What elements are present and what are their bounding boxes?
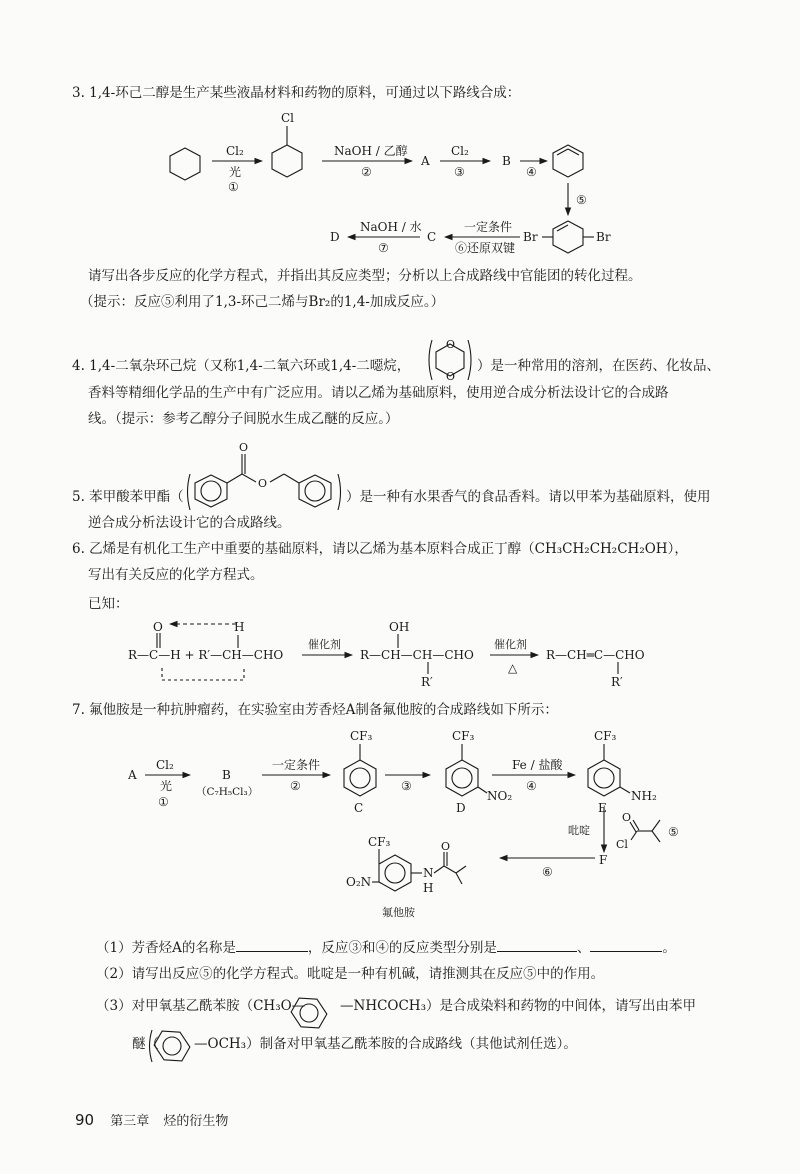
q3-r3-reagent: Cl₂ (451, 144, 469, 158)
ring-carbonyl-bond (227, 474, 242, 483)
flutamide-aromatic (385, 863, 405, 883)
q3-r4-num: ④ (526, 165, 537, 179)
ring-c (344, 760, 376, 796)
o-ch2-bond (270, 474, 284, 482)
q7-r4-reagent: Fe / 盐酸 (512, 758, 563, 772)
page-number: 90 (75, 1111, 95, 1129)
q5-bracket-right (338, 474, 341, 510)
q7-sub2: （2）请写出反应⑤的化学方程式。吡啶是一种有机碱，请推测其在反应⑤中的作用。 (96, 966, 605, 982)
q3-r6-reagent: 一定条件 (464, 220, 513, 234)
q6-line2: 写出有关反应的化学方程式。 (88, 567, 264, 583)
dioxane-o-top: O (446, 338, 456, 351)
acyl-ch-me1 (652, 820, 660, 831)
q7-flut-n: N (423, 866, 434, 880)
ester-c-o-bond (242, 474, 256, 482)
q7-sub1-d: 。 (662, 940, 676, 956)
bracket-right (468, 340, 471, 380)
q7-sub1-b: ，反应③和④的反应类型分别是 (307, 940, 497, 956)
q4-line1-a: 4. 1,4-二氧杂环己烷（又称1,4-二氧六环或1,4-二噁烷， (72, 358, 411, 374)
q7-flut-h: H (423, 881, 434, 895)
ring-e-aromatic (594, 768, 614, 788)
anisole-aromatic (163, 1037, 181, 1055)
q7-r2-reagent: 一定条件 (272, 758, 321, 772)
cyclohexane-ring (170, 148, 200, 180)
q4-line1-b: ）是一种常用的溶剂，在医药、化妆品、 (477, 358, 720, 374)
q7-e-cf3: CF₃ (594, 729, 617, 743)
q3-c: C (427, 230, 437, 244)
q7-d: D (456, 801, 466, 815)
q7-r1-num: ① (158, 795, 169, 809)
eq-mid-rprime: R′ (421, 675, 433, 689)
eq-h-top: H (234, 620, 245, 634)
acyl-c-cl (631, 831, 637, 840)
q3-d: D (330, 230, 340, 244)
q7-flut-cf3: CF₃ (368, 835, 391, 849)
q7-sub1-c: 、 (576, 940, 591, 956)
q7-acyl-o: O (622, 811, 632, 824)
eq-cat1: 催化剂 (308, 638, 341, 651)
q7-d-cf3: CF₃ (452, 729, 475, 743)
q3-hint: （提示：反应⑤利用了1,3-环己二烯与Br₂的1,4-加成反应。） (80, 294, 445, 310)
q5-line1-b: ）是一种有水果香气的食品香料。请以甲苯为基础原料，使用 (346, 489, 711, 505)
q3-stem: 3. 1,4-环己二醇是生产某些液晶材料和药物的原料，可通过以下路线合成： (72, 85, 521, 101)
q3-r5-num: ⑤ (576, 193, 587, 207)
q7-sub3-line1-a: （3）对甲氧基乙酰苯胺（CH₃O— (96, 998, 306, 1014)
q7-stem: 7. 氟他胺是一种抗肿瘤药，在实验室由芳香烃A制备氟他胺的合成路线如下所示： (72, 702, 558, 718)
ring-c-aromatic (350, 768, 370, 788)
dioxane-o-bottom: O (446, 370, 456, 383)
q7-flut-o: O (441, 840, 451, 853)
q5-line1-a: 5. 苯甲酸苯甲酯（ (72, 489, 184, 505)
eq-lhs: R—C—H + R′—CH—CHO (128, 648, 284, 662)
q3-r6-num: ⑥还原双键 (455, 241, 516, 255)
q7-pyridine: 吡啶 (568, 824, 590, 837)
q7-e-nh2: NH₂ (631, 789, 657, 803)
q7-r4-num: ④ (526, 779, 537, 793)
q3-r1-reagent: Cl₂ (226, 144, 244, 158)
q7-c-cf3: CF₃ (350, 729, 373, 743)
q3-r1-cond: 光 (229, 165, 242, 179)
eq-cat2: 催化剂 (494, 638, 527, 651)
bracket-left (429, 340, 432, 380)
q7-sub3-line2-b: —OCH₃）制备对甲氧基乙酰苯胺的合成路线（其他试剂任选）。 (194, 1036, 577, 1052)
q7-b-formula: （C₇H₅Cl₃） (196, 786, 259, 798)
eq-mid: R—CH—CH—CHO (360, 648, 474, 662)
q3-task: 请写出各步反应的化学方程式，并指出其反应类型；分析以上合成路线中官能团的转化过程。 (88, 268, 642, 284)
q7-r5-num: ⑤ (668, 825, 679, 839)
q3-r7-num: ⑦ (378, 241, 389, 255)
ring-d-no2-bond (478, 787, 487, 793)
dibromocyclohexene-ring (553, 221, 583, 253)
ch2-ring-bond (284, 474, 299, 483)
amide-c-ch (444, 866, 456, 873)
q3-r2-num: ② (361, 165, 372, 179)
q3-b: B (502, 154, 511, 168)
q7-b: B (222, 768, 231, 782)
anisole-ring (150, 1024, 194, 1068)
q7-r6-num: ⑥ (542, 865, 553, 879)
q6-line1: 6. 乙烯是有机化工生产中重要的基础原料，请以乙烯为基本原料合成正丁醇（CH₃CH₂CH₂CH₂OH）， (72, 541, 688, 557)
q6-known: 已知： (88, 596, 129, 612)
q3-r1-num: ① (228, 180, 239, 194)
cyclohexadiene-ring (553, 145, 583, 177)
chapter-label: 第三章 (110, 1114, 150, 1129)
benzyl-ring (299, 475, 331, 507)
q7-r1-cond: 光 (160, 779, 173, 793)
q7-a: A (128, 768, 137, 782)
dashed-bottom (162, 668, 244, 680)
ring-e-nh2-bond (620, 787, 630, 793)
q5-bracket-left (188, 474, 191, 510)
amide-ch-me2 (456, 873, 462, 884)
q3-cl-label: Cl (281, 111, 295, 125)
flutamide-ring (379, 855, 411, 891)
q7-flut-o2n: O₂N (346, 875, 372, 889)
eq-rhs: R—CH═C—CHO (546, 648, 645, 662)
q7-d-no2: NO₂ (487, 789, 513, 803)
ester-carbonyl-o: O (239, 441, 249, 454)
ring-d (446, 760, 478, 796)
q3-r7-reagent: NaOH / 水 (360, 220, 422, 234)
anisidine-aromatic (300, 1004, 318, 1022)
q3-r3-num: ③ (454, 165, 465, 179)
q7-f: F (599, 853, 608, 867)
eq-delta: △ (508, 661, 518, 675)
chlorocyclohexane-ring (272, 145, 302, 177)
q4-line2: 香料等精细化学品的生产中有广泛应用。请以乙烯为基础原料，使用逆合成分析法设计它的合成路 (88, 385, 669, 401)
q3-br-left: Br (523, 230, 538, 244)
q7-r3-num: ③ (401, 779, 412, 793)
q7-sub3-line1-b: —NHCOCH₃）是合成染料和药物的中间体，请写出由苯甲 (340, 998, 696, 1014)
q3-a: A (421, 154, 430, 168)
q7-sub1-a: （1）芳香烃A的名称是 (96, 940, 236, 956)
benzoyl-ring (195, 475, 227, 507)
benzoyl-aromatic-circle (201, 481, 221, 501)
anisidine-ring (287, 991, 331, 1035)
anisole-bracket-left (150, 1030, 153, 1062)
amide-n-c (434, 866, 444, 873)
q5-line2: 逆合成分析法设计它的合成路线。 (88, 515, 291, 531)
acyl-ch-me2 (652, 831, 660, 842)
ring-e (588, 760, 620, 796)
eq-rhs-rprime: R′ (611, 675, 623, 689)
ring-d-aromatic (452, 768, 472, 788)
q7-e: E (598, 801, 607, 815)
q3-br-right: Br (596, 230, 611, 244)
q7-r2-num: ② (290, 779, 301, 793)
q7-acyl-cl: Cl (616, 838, 628, 851)
q7-product-name: 氟他胺 (382, 906, 415, 919)
q4-line3: 线。（提示：参考乙醇分子间脱水生成乙醚的反应。） (88, 411, 399, 427)
q7-r1-reagent: Cl₂ (156, 758, 174, 772)
chapter-title: 烃的衍生物 (163, 1114, 229, 1129)
eq-oh: OH (389, 620, 410, 634)
ester-bridge-o: O (258, 477, 268, 490)
q7-c: C (354, 801, 364, 815)
benzyl-aromatic-circle (305, 481, 325, 501)
q3-r2-reagent: NaOH / 乙醇 (334, 144, 408, 158)
amide-ch-me1 (456, 866, 466, 873)
q7-sub3-line2-a: 醚（ (132, 1036, 159, 1052)
eq-o: O (153, 620, 163, 634)
